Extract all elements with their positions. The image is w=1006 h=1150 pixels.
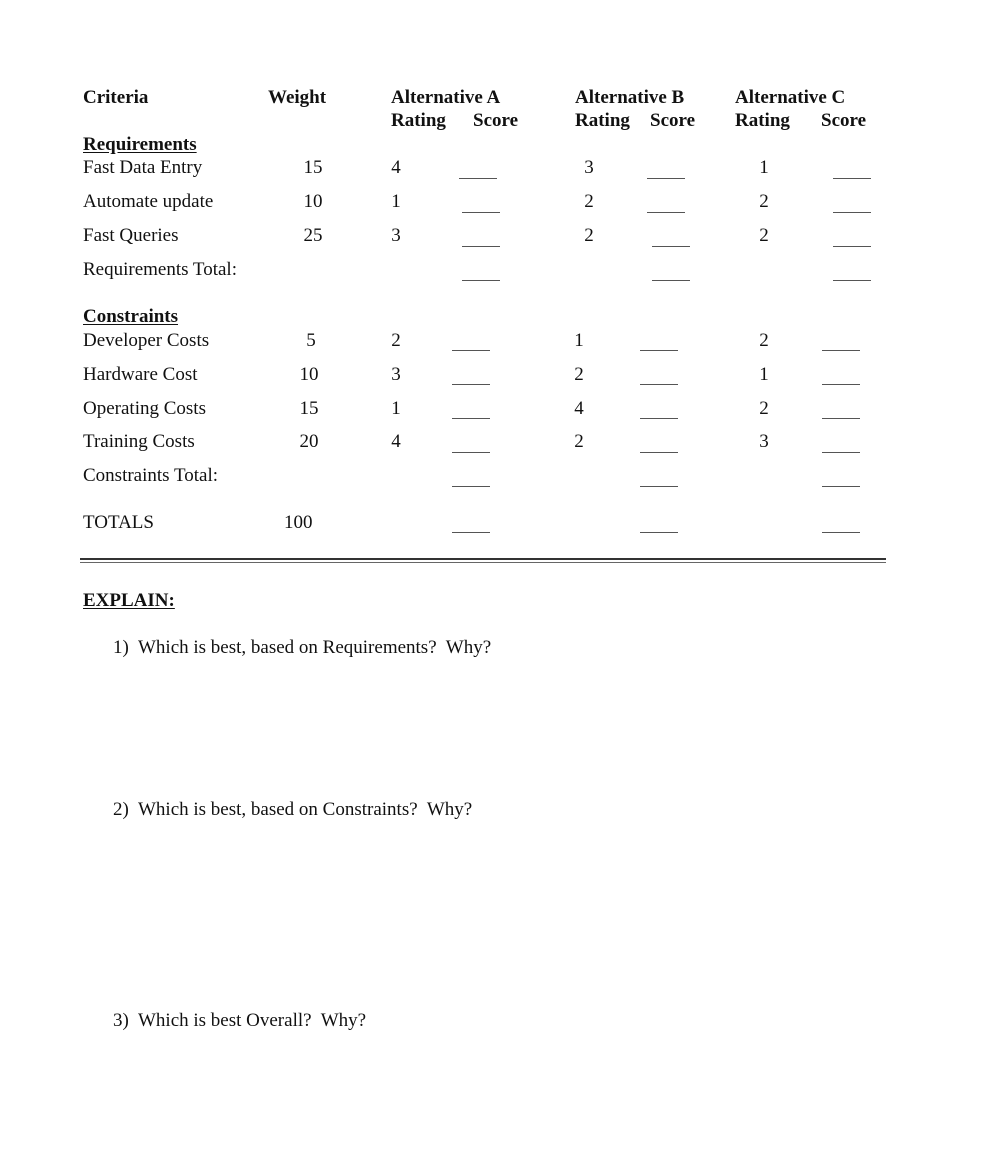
header-alt-c-rating: Rating xyxy=(735,110,790,131)
req-row-score-c-blank[interactable] xyxy=(833,246,871,247)
con-row-rating-c: 3 xyxy=(759,431,769,452)
con-row-score-c-blank[interactable] xyxy=(822,384,860,385)
req-row-score-a-blank[interactable] xyxy=(459,178,497,179)
con-total-a-blank[interactable] xyxy=(452,486,490,487)
header-alt-a: Alternative A xyxy=(391,87,501,108)
req-row-score-b-blank[interactable] xyxy=(647,212,685,213)
con-row-score-b-blank[interactable] xyxy=(640,350,678,351)
req-row-rating-a: 1 xyxy=(391,191,401,212)
req-row-weight: 25 xyxy=(303,225,323,246)
con-row-score-b-blank[interactable] xyxy=(640,452,678,453)
req-row-rating-b: 3 xyxy=(584,157,594,178)
con-row-score-a-blank[interactable] xyxy=(452,418,490,419)
con-row-rating-a: 1 xyxy=(391,398,401,419)
totals-weight: 100 xyxy=(284,512,313,533)
con-row-score-c-blank[interactable] xyxy=(822,350,860,351)
requirements-total-label: Requirements Total: xyxy=(83,259,237,280)
con-row-weight: 5 xyxy=(306,330,316,351)
con-row-score-a-blank[interactable] xyxy=(452,350,490,351)
con-row-rating-b: 2 xyxy=(574,431,584,452)
table-bottom-rule xyxy=(80,558,886,560)
con-row-rating-c: 2 xyxy=(759,398,769,419)
totals-label: TOTALS xyxy=(83,512,154,533)
header-alt-a-rating: Rating xyxy=(391,110,446,131)
header-alt-c-score: Score xyxy=(821,110,867,131)
con-row-label: Operating Costs xyxy=(83,398,206,419)
question-1: 1) Which is best, based on Requirements? Why? xyxy=(113,637,492,658)
header-alt-b-rating: Rating xyxy=(575,110,630,131)
con-row-weight: 20 xyxy=(299,431,319,452)
explain-title: EXPLAIN: xyxy=(83,590,175,611)
constraints-title: Constraints xyxy=(83,306,179,327)
req-row-rating-c: 2 xyxy=(759,225,769,246)
req-total-c-blank[interactable] xyxy=(833,280,871,281)
con-total-b-blank[interactable] xyxy=(640,486,678,487)
con-row-rating-a: 3 xyxy=(391,364,401,385)
con-row-label: Developer Costs xyxy=(83,330,210,351)
req-row-rating-b: 2 xyxy=(584,225,594,246)
con-row-score-c-blank[interactable] xyxy=(822,452,860,453)
req-row-rating-a: 3 xyxy=(391,225,401,246)
req-row-label: Fast Queries xyxy=(83,225,179,246)
constraints-total-label: Constraints Total: xyxy=(83,465,219,486)
req-row-score-b-blank[interactable] xyxy=(652,246,690,247)
req-row-score-c-blank[interactable] xyxy=(833,178,871,179)
header-criteria: Criteria xyxy=(83,87,149,108)
con-row-score-c-blank[interactable] xyxy=(822,418,860,419)
req-row-rating-c: 1 xyxy=(759,157,769,178)
req-row-weight: 15 xyxy=(303,157,323,178)
req-row-score-c-blank[interactable] xyxy=(833,212,871,213)
con-row-score-a-blank[interactable] xyxy=(452,384,490,385)
req-row-weight: 10 xyxy=(303,191,323,212)
con-total-c-blank[interactable] xyxy=(822,486,860,487)
con-row-score-b-blank[interactable] xyxy=(640,418,678,419)
req-row-score-b-blank[interactable] xyxy=(647,178,685,179)
req-total-a-blank[interactable] xyxy=(462,280,500,281)
con-row-rating-b: 1 xyxy=(574,330,584,351)
req-total-b-blank[interactable] xyxy=(652,280,690,281)
con-row-rating-b: 2 xyxy=(574,364,584,385)
con-row-rating-a: 2 xyxy=(391,330,401,351)
totals-a-blank[interactable] xyxy=(452,532,490,533)
header-alt-b: Alternative B xyxy=(575,87,685,108)
req-row-score-a-blank[interactable] xyxy=(462,212,500,213)
con-row-score-b-blank[interactable] xyxy=(640,384,678,385)
con-row-rating-b: 4 xyxy=(574,398,584,419)
req-row-rating-b: 2 xyxy=(584,191,594,212)
totals-c-blank[interactable] xyxy=(822,532,860,533)
header-alt-c: Alternative C xyxy=(735,87,846,108)
totals-b-blank[interactable] xyxy=(640,532,678,533)
con-row-rating-c: 2 xyxy=(759,330,769,351)
table-bottom-rule-thin xyxy=(80,562,886,563)
question-2: 2) Which is best, based on Constraints? Why? xyxy=(113,799,473,820)
question-3: 3) Which is best Overall? Why? xyxy=(113,1010,367,1031)
header-alt-a-score: Score xyxy=(473,110,519,131)
con-row-score-a-blank[interactable] xyxy=(452,452,490,453)
con-row-rating-a: 4 xyxy=(391,431,401,452)
requirements-title: Requirements xyxy=(83,134,197,155)
con-row-rating-c: 1 xyxy=(759,364,769,385)
con-row-weight: 15 xyxy=(299,398,319,419)
header-weight: Weight xyxy=(268,87,327,108)
con-row-weight: 10 xyxy=(299,364,319,385)
req-row-rating-a: 4 xyxy=(391,157,401,178)
con-row-label: Hardware Cost xyxy=(83,364,198,385)
header-alt-b-score: Score xyxy=(650,110,696,131)
con-row-label: Training Costs xyxy=(83,431,195,452)
req-row-label: Fast Data Entry xyxy=(83,157,203,178)
req-row-label: Automate update xyxy=(83,191,214,212)
req-row-score-a-blank[interactable] xyxy=(462,246,500,247)
req-row-rating-c: 2 xyxy=(759,191,769,212)
